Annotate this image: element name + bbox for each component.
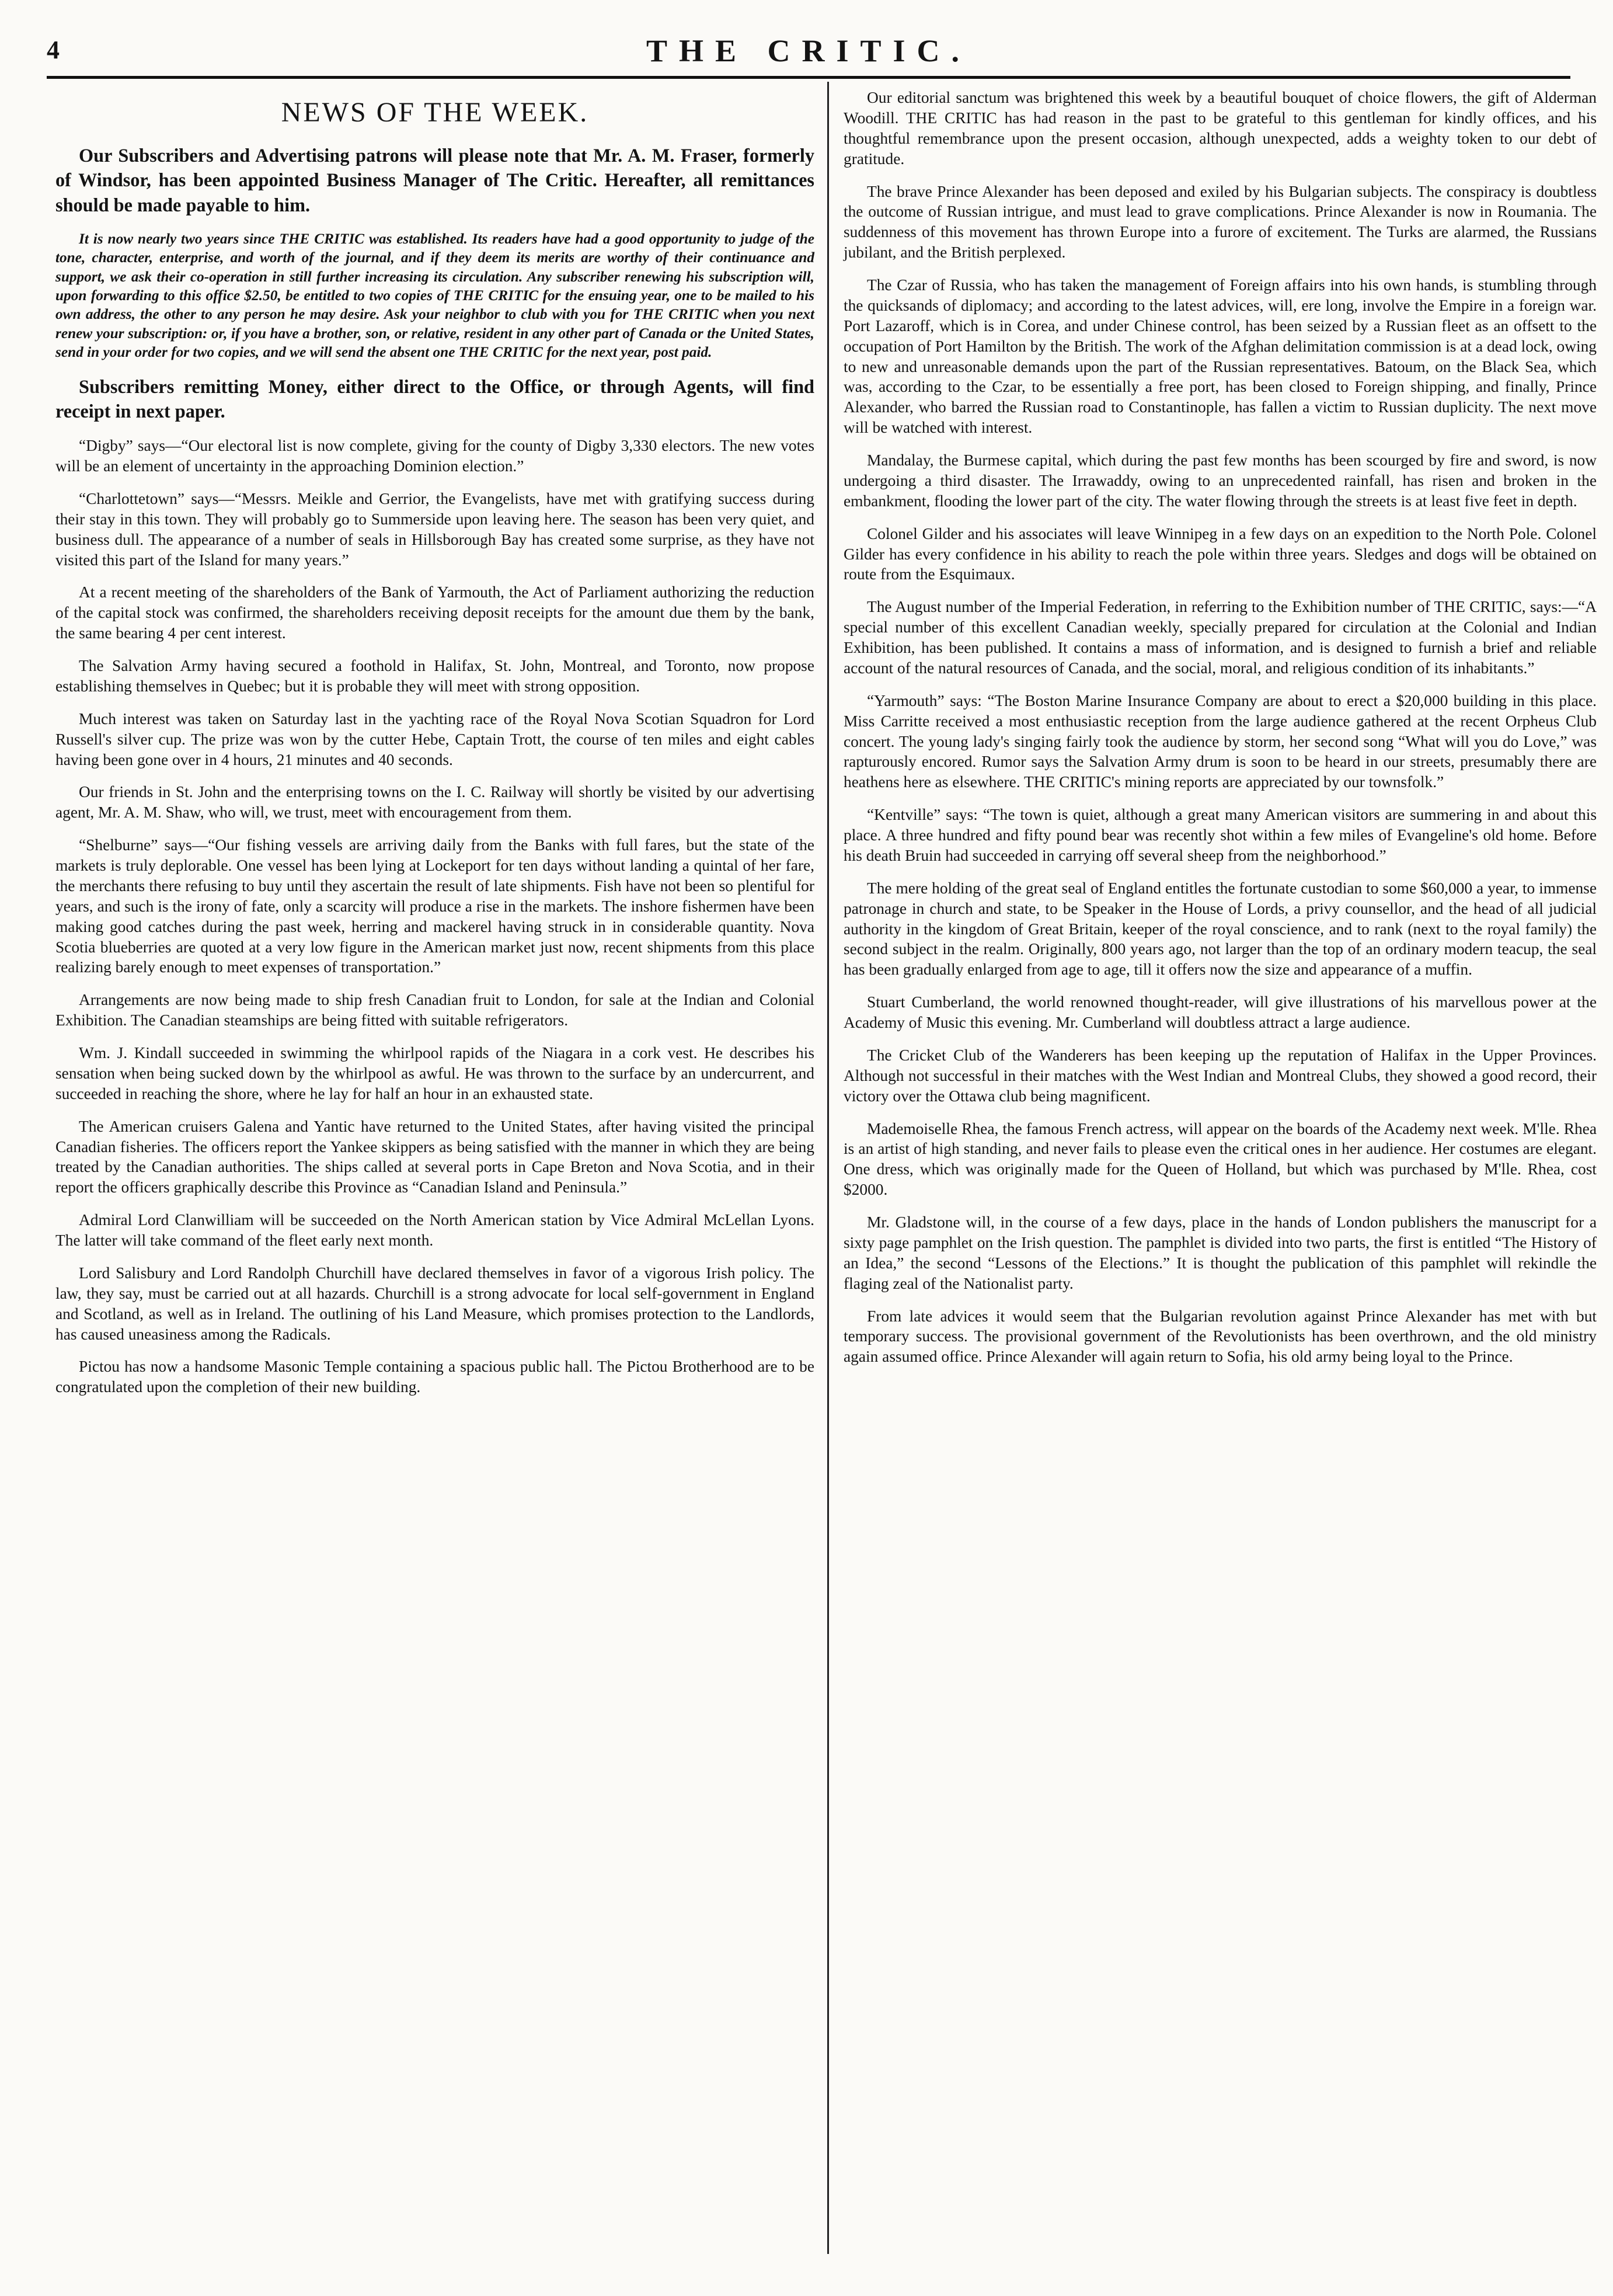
news-item-gladstone: Mr. Gladstone will, in the course of a few days, place in the hands of London publishers the manuscript for a sixty page pamphlet on the Irish question. The pamphlet is divided into two parts, the first is entitled “The History of an Idea,” the second “Lessons of the Elections.” It is thought the publication of this pamphlet will rekindle the flaging zeal of the Nationalist party. bbox=[844, 1213, 1597, 1292]
news-item-yarmouth: “Yarmouth” says: “The Boston Marine Insurance Company are about to erect a $20,000 building in this place. Miss Carritte received a most enthusiastic reception from the large audience gathered at the recent Orpheus Club concert. The young lady's singing fairly took the audience by storm, her second song “What will you do Love,” was rapturously encored. Rumor says the Salvation Army drum is soon to be heard in our streets, presumably there are heathens here as elsewhere. THE CRITIC's mining reports are appreciated by our townsfolk.” bbox=[844, 691, 1597, 791]
news-item-canadian-fruit: Arrangements are now being made to ship fresh Canadian fruit to London, for sale at the Indian and Colonial Exhibition. The Canadian steamships are being fitted with suitable refrigerators. bbox=[55, 991, 814, 1029]
section-title: NEWS OF THE WEEK. bbox=[281, 97, 589, 128]
news-item-cumberland: Stuart Cumberland, the world renowned thought-reader, will give illustrations of his marvellous power at the Academy of Music this evening. Mr. Cumberland will doubtless attract a large audience. bbox=[844, 993, 1597, 1031]
news-item-bouquet: Our editorial sanctum was brightened this week by a beautiful bouquet of choice flowers, the gift of Alderman Woodill. THE CRITIC has had reason in the past to be grateful to this gentleman for kindly offices, and his thoughtful remembrance upon the present occasion, although unexpected, adds a weighty token to our debt of gratitude. bbox=[844, 89, 1597, 168]
news-item-irish-policy: Lord Salisbury and Lord Randolph Churchill have declared themselves in favor of a vigorous Irish policy. The law, they say, must be carried out at all hazards. Churchill is a strong advocate for local self-government in England and Scotland, as well as in Ireland. The outlining of his Land Measure, which promises protection to the Landlords, has caused uneasiness among the Radicals. bbox=[55, 1264, 814, 1343]
news-item-kentville: “Kentville” says: “The town is quiet, although a great many American visitors are summering in and about this place. A three hundred and fifty pound bear was recently shot within a few miles of Evangeline's old home. Before his death Bruin had succeeded in carrying off several sheep from the neighborhood.” bbox=[844, 806, 1597, 864]
news-item-cricket-club: The Cricket Club of the Wanderers has been keeping up the reputation of Halifax in the Upper Provinces. Although not successful in their matches with the West Indian and Montreal Clubs, they showed a good record, their victory over the Ottawa club being magnificent. bbox=[844, 1046, 1597, 1105]
subscription-appeal: It is now nearly two years since THE CRITIC was established. Its readers have had a good opportunity to judge of the tone, character, enterprise, and worth of the journal, and if they deem its merits are worthy of their continuance and support, we ask their co-operation in still further increasing its circulation. Any subscriber renewing his subscription will, upon forwarding to this office $2.50, be entitled to two copies of THE CRITIC for the ensuing year, one to be mailed to his own address, the other to any person he may desire. Ask your neighbor to club with you for THE CRITIC when you next renew your subscription: or, if you have a brother, son, or relative, resident in any other part of Canada or the United States, send in your order for two copies, and we will send the absent one THE CRITIC for the next year, post paid. bbox=[55, 230, 814, 361]
news-item-charlottetown: “Charlottetown” says—“Messrs. Meikle and Gerrior, the Evangelists, have met with gratifying success during their stay in this town. They will probably go to Summerside upon leaving here. The season has been very quiet, and business dull. The appearance of a number of seals in Hillsborough Bay has created some surprise, as they have not visited this part of the Island for many years.” bbox=[55, 489, 814, 569]
page-number: 4 bbox=[47, 36, 60, 64]
news-item-bulgarian-revolution: From late advices it would seem that the Bulgarian revolution against Prince Alexander has met with but temporary success. The provisional government of the Revolutionists has been overthrown, and the old ministry again assumed office. Prince Alexander will again return to Sofia, his old army being loyal to the Prince. bbox=[844, 1307, 1597, 1366]
news-item-american-cruisers: The American cruisers Galena and Yantic have returned to the United States, after having visited the principal Canadian fisheries. The officers report the Yankee skippers as being satisfied with the manner in which they are being treated by the Canadian authorities. The ships called at several ports in Cape Breton and Nova Scotia, and in their report the officers graphically describe this Province as “Canadian Island and Peninsula.” bbox=[55, 1117, 814, 1196]
news-item-colonel-gilder: Colonel Gilder and his associates will leave Winnipeg in a few days on an expedition to the North Pole. Colonel Gilder has every confidence in his ability to reach the pole within three years. Sledges and dogs will be obtained on route from the Esquimaux. bbox=[844, 524, 1597, 583]
news-item-advertising-agent: Our friends in St. John and the enterprising towns on the I. C. Railway will shortly be visited by our advertising agent, Mr. A. M. Shaw, who will, we trust, meet with encouragement from them. bbox=[55, 783, 814, 822]
news-item-salvation-army: The Salvation Army having secured a foothold in Halifax, St. John, Montreal, and Toronto, now propose establishing themselves in Quebec; but it is probable they will meet with strong opposition. bbox=[55, 657, 814, 695]
news-item-imperial-federation: The August number of the Imperial Federation, in referring to the Exhibition number of THE CRITIC, says:—“A special number of this excellent Canadian weekly, specially prepared for circulation at the Colonial and Indian Exhibition, has been published. It contains a mass of information, and is designed to furnish a brief and reliable account of the natural resources of Canada, and the social, moral, and religious condition of its inhabitants.” bbox=[844, 598, 1597, 677]
left-column bbox=[55, 88, 814, 1410]
news-item-whirlpool: Wm. J. Kindall succeeded in swimming the whirlpool rapids of the Niagara in a cork vest. He describes his sensation when being sucked down by the whirlpool as awful. He was thrown to the surface by an undercurrent, and succeeded in reaching the shore, where he lay for half an hour in an exhausted state. bbox=[55, 1044, 814, 1102]
news-item-yacht-race: Much interest was taken on Saturday last in the yachting race of the Royal Nova Scotian Squadron for Lord Russell's silver cup. The prize was won by the cutter Hebe, Captain Trott, the course of ten miles and eight cables having been gone over in 4 hours, 21 minutes and 40 seconds. bbox=[55, 709, 814, 768]
masthead-title: THE CRITIC. bbox=[646, 33, 971, 68]
news-item-prince-alexander: The brave Prince Alexander has been deposed and exiled by his Bulgarian subjects. The conspiracy is doubtless the outcome of Russian intrigue, and must lead to grave complications. Prince Alexander is now in Roumania. The suddenness of this movement has thrown Europe into a furore of excitement. The Turks are alarmed, the Russians jubilant, and the British perplexed. bbox=[844, 182, 1597, 262]
page-header bbox=[47, 35, 1570, 71]
manager-notice: Our Subscribers and Advertising patrons will please note that Mr. A. M. Fraser, formerly of Windsor, has been appointed Business Manager of The Critic. Hereafter, all remittances should be made payable to him. bbox=[55, 145, 814, 215]
news-item-bank-of-yarmouth: At a recent meeting of the shareholders of the Bank of Yarmouth, the Act of Parliament authorizing the reduction of the capital stock was confirmed, the shareholders receiving deposit receipts for the amount due them by the bank, the same bearing 4 per cent interest. bbox=[55, 583, 814, 642]
column-divider bbox=[827, 82, 829, 2254]
news-item-czar: The Czar of Russia, who has taken the management of Foreign affairs into his own hands, is stumbling through the quicksands of diplomacy; and according to the latest advices, will, ere long, involve the Empire in a foreign war. Port Lazaroff, which is in Corea, and under Chinese control, has been seized by a Russian fleet as an offsett to the occupation of Port Hamilton by the British. The work of the Afghan delimitation commission is at a dead lock, owing to new and unreasonable demands upon the part of the Russian representatives. Batoum, on the Black Sea, which was, according to the Czar, to be essentially a free port, has been closed to Foreign shipping, and finally, Prince Alexander, who barred the Russian road to Constantinople, has fallen a victim to Russian duplicity. The next move will be watched with interest. bbox=[844, 276, 1597, 437]
remittance-notice: Subscribers remitting Money, either direct to the Office, or through Agents, will find receipt in next paper. bbox=[55, 375, 814, 422]
news-item-mlle-rhea: Mademoiselle Rhea, the famous French actress, will appear on the boards of the Academy next week. M'lle. Rhea is an artist of high standing, and never fails to please even the critical ones in her audience. Her costumes are elegant. One dress, which was originally made for the Queen of Holland, but which was purchased by M'lle. Rhea, cost $2000. bbox=[844, 1119, 1597, 1199]
news-item-digby: “Digby” says—“Our electoral list is now complete, giving for the county of Digby 3,330 electors. The new votes will be an element of uncertainty in the approaching Dominion election.” bbox=[55, 437, 814, 475]
header-rule bbox=[47, 76, 1570, 79]
news-item-admiral: Admiral Lord Clanwilliam will be succeeded on the North American station by Vice Admiral McLellan Lyons. The latter will take command of the fleet early next month. bbox=[55, 1211, 814, 1250]
news-item-great-seal: The mere holding of the great seal of England entitles the fortunate custodian to some $60,000 a year, to immense patronage in church and state, to be Speaker in the House of Lords, a privy counsellor, and the head of all judicial authority in the kingdom of Great Britain, keeper of the royal conscience, and to rank (next to the royal family) the second subject in the realm. Originally, 800 years ago, not larger than the top of an ordinary modern teacup, the seal has been gradually enlarged from age to age, till it offers now the size and appearance of a muffin. bbox=[844, 879, 1597, 979]
right-column bbox=[844, 88, 1597, 1379]
news-item-shelburne: “Shelburne” says—“Our fishing vessels are arriving daily from the Banks with full fares, but the state of the markets is truly deplorable. One vessel has been lying at Lockeport for ten days without landing a quintal of her fare, the merchants there refusing to buy until they ascertain the result of late shipments. Fish have not been so plentiful for years, and such is the irony of fate, only a scarcity will produce a rise in the markets. The inshore fishermen have been making good catches during the past week, herring and mackerel having struck in in considerable quantity. Nova Scotia blueberries are quoted at a very low figure in the American market just now, recent shipments from this place realizing barely enough to meet expenses of transportation.” bbox=[55, 836, 814, 976]
news-item-pictou: Pictou has now a handsome Masonic Temple containing a spacious public hall. The Pictou Brotherhood are to be congratulated upon the completion of their new building. bbox=[55, 1358, 814, 1396]
news-item-mandalay: Mandalay, the Burmese capital, which during the past few months has been scourged by fire and sword, is now undergoing a third disaster. The Irrawaddy, owing to an unprecedented rainfall, has risen and broken in the embankment, flooding the lower part of the city. The water flowing through the streets is at least five feet in depth. bbox=[844, 451, 1597, 510]
